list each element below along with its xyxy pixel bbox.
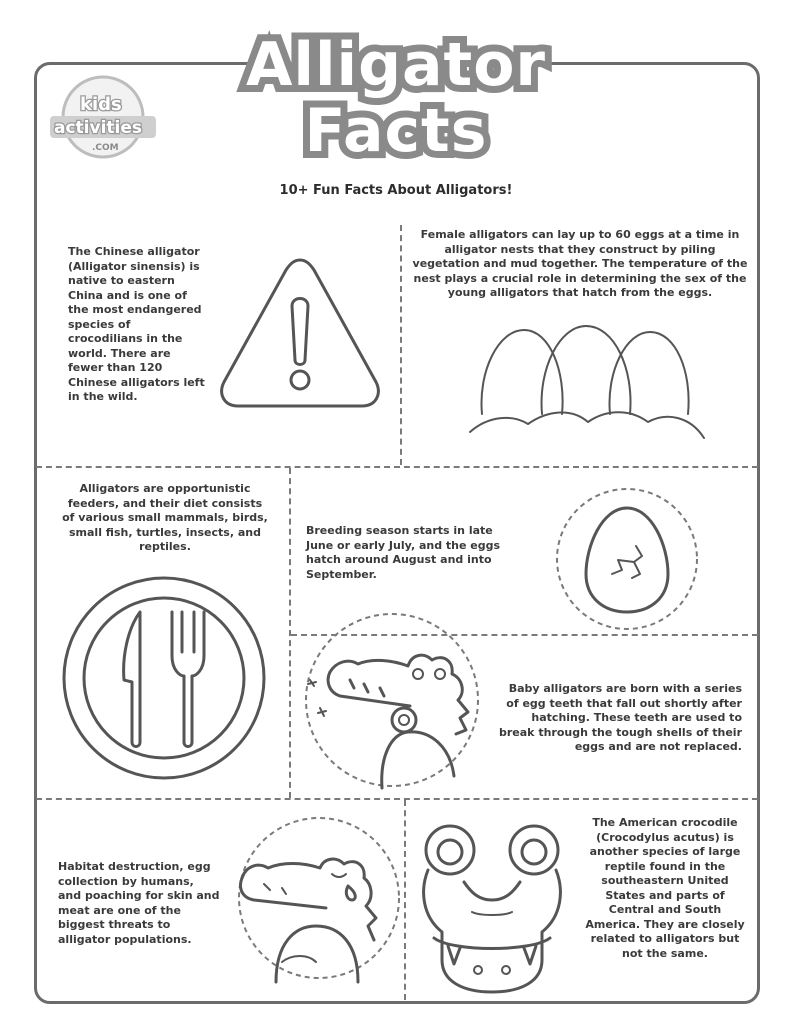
divider-horizontal-1 (36, 466, 758, 468)
divider-vertical-bottom (404, 800, 406, 1000)
title-line-1: Alligator (245, 30, 547, 100)
fact-threats: Habitat destruction, egg collection by humans, and poaching for skin and meat are one of the biggest threats to alligator populations. (58, 860, 220, 946)
logo-line-3: .COM (92, 143, 119, 153)
logo-line-2: activities (54, 118, 143, 138)
kids-activities-logo (48, 72, 158, 162)
fact-breeding: Breeding season starts in late June or early July, and the eggs hatch around August and into September. (306, 524, 501, 581)
title-line-2: Facts (304, 96, 488, 166)
fact-chinese-alligator: The Chinese alligator (Alligator sinensis) is native to eastern China and is one of the most endangered species of crocodilians in the world. There are fewer than 120 Chinese alligators left in the wild. (68, 245, 205, 403)
sad-alligator-icon (236, 814, 402, 982)
plate-knife-fork-icon (58, 572, 270, 784)
subtitle: 10+ Fun Facts About Alligators! (279, 183, 513, 198)
divider-vertical-mid (289, 468, 291, 798)
divider-vertical-top (400, 225, 402, 465)
fact-american-crocodile: The American crocodile (Crocodylus acutus) is another species of large reptile found in the southeastern United States and parts of Central and South America. They are closely related to alligators but not the same. (585, 816, 745, 960)
fact-eggs: Female alligators can lay up to 60 eggs at a time in alligator nests that they construct by piling vegetation and mud together. The temperature of the nest plays a crucial role in determining the sex of the young alligators that hatch from the eggs. (412, 228, 748, 299)
cracked-egg-icon (552, 484, 702, 634)
warning-triangle-icon (216, 252, 384, 412)
divider-horizontal-3 (36, 798, 758, 800)
fact-diet: Alligators are opportunistic feeders, and their diet consists of various small mammals, birds, small fish, turtles, insects, and reptiles. (62, 482, 268, 553)
crocodile-face-icon (412, 820, 572, 996)
logo-line-1: kids (80, 94, 122, 115)
eggs-nest-icon (468, 322, 708, 450)
fact-baby-alligators: Baby alligators are born with a series of egg teeth that fall out shortly after hatching. These teeth are used to break through the tough shells of their eggs and are not replaced. (499, 682, 742, 753)
baby-alligator-pacifier-icon (300, 608, 484, 792)
